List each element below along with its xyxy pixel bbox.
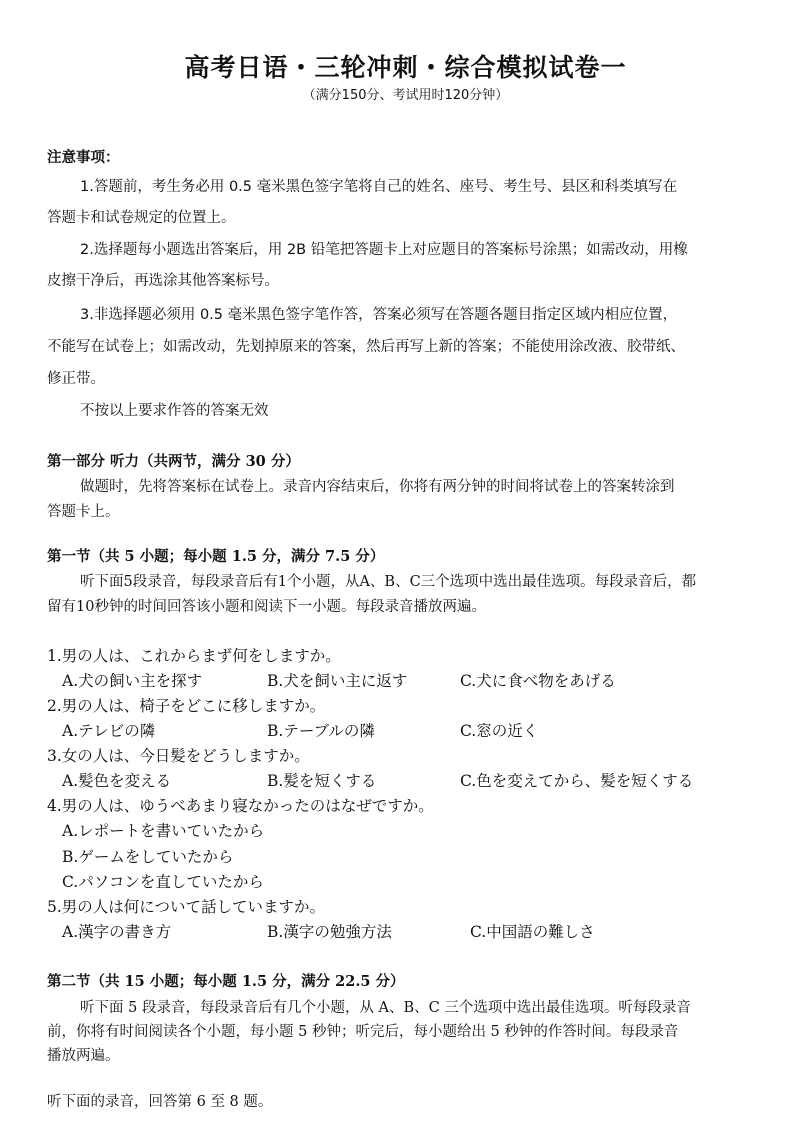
question-3-stem: 3.女の人は、今日髪をどうしますか。 (47, 747, 310, 765)
notice-item-3-line-2: 不能写在试卷上；如需改动，先划掉原来的答案，然后再写上新的答案；不能使用涂改液、胶带纸、 (47, 339, 685, 355)
section2-intro-line-3: 播放两遍。 (47, 1048, 120, 1064)
question-4-stem: 4.男の人は、ゆうべあまり寝なかったのはなぜですか。 (47, 797, 434, 815)
notice-item-3-line-3: 修正带。 (47, 371, 105, 387)
question-3-option-b: B.髪を短くする (267, 772, 377, 790)
question-1-option-a: A.犬の飼い主を探す (62, 672, 203, 690)
notice-heading: 注意事项： (47, 150, 120, 166)
question-3-option-c: C.色を変えてから、髪を短くする (460, 772, 694, 790)
question-1-stem: 1.男の人は、これからまず何をしますか。 (47, 647, 341, 665)
notice-item-1-line-1: 1.答题前，考生务必用 0.5 毫米黑色签字笔将自己的姓名、座号、考生号、县区和科类填写在 (80, 179, 678, 195)
question-2-option-b: B.テーブルの隣 (267, 722, 375, 740)
notice-footer: 不按以上要求作答的答案无效 (80, 403, 269, 419)
section2-heading: 第二节（共 15 小题；每小题 1.5 分，满分 22.5 分） (47, 973, 405, 990)
question-4-option-b: B.ゲームをしていたから (62, 848, 234, 866)
notice-item-2-line-2: 皮擦干净后，再选涂其他答案标号。 (47, 273, 279, 289)
question-1-option-b: B.犬を飼い主に返す (267, 672, 408, 690)
section2-intro-line-2: 前，你将有时间阅读各个小题，每小题 5 秒钟；听完后，每小题给出 5 秒钟的作答时间。每段录音 (47, 1024, 679, 1040)
section2-intro-line-1: 听下面 5 段录音，每段录音后有几个小题，从 A、B、C 三个选项中选出最佳选项。听每段录音 (80, 1000, 691, 1016)
section1-intro-line-1: 听下面5段录音，每段录音后有1个小题，从A、B、C三个选项中选出最佳选项。每段录音后，都 (80, 574, 697, 590)
section1-intro-line-2: 留有10秒钟的时间回答该小题和阅读下一小题。每段录音播放两遍。 (47, 599, 486, 615)
question-4-option-c: C.パソコンを直していたから (62, 873, 264, 891)
question-2-stem: 2.男の人は、椅子をどこに移しますか。 (47, 697, 326, 715)
notice-item-2-line-1: 2.选择题每小题选出答案后，用 2B 铅笔把答题卡上对应题目的答案标号涂黑；如需改动，用橡 (80, 242, 688, 258)
section2-instruction: 听下面的录音，回答第 6 至 8 题。 (47, 1094, 273, 1110)
notice-item-1-line-2: 答题卡和试卷规定的位置上。 (47, 210, 236, 226)
notice-item-3-line-1: 3.非选择题必须用 0.5 毫米黑色签字笔作答，答案必须写在答题各题目指定区域内相应位置， (80, 307, 678, 323)
question-5-option-b: B.漢字の勉強方法 (267, 923, 392, 941)
part1-heading: 第一部分 听力（共两节，满分 30 分） (47, 453, 300, 470)
question-1-option-c: C.犬に食べ物をあげる (460, 672, 616, 690)
exam-subtitle: （满分150分、考试用时120分钟） (302, 88, 509, 103)
question-4-option-a: A.レポートを書いていたから (62, 822, 265, 840)
question-3-option-a: A.髪色を変える (62, 772, 172, 790)
part1-intro-line-1: 做题时，先将答案标在试卷上。录音内容结束后，你将有两分钟的时间将试卷上的答案转涂到 (80, 479, 675, 495)
question-2-option-a: A.テレビの隣 (62, 722, 156, 740)
question-5-stem: 5.男の人は何について話していますか。 (47, 898, 325, 916)
part1-intro-line-2: 答题卡上。 (47, 504, 120, 520)
question-5-option-a: A.漢字の書き方 (62, 923, 172, 941)
exam-title: 高考日语・三轮冲刺・综合模拟试卷一 (184, 53, 627, 82)
question-2-option-c: C.窓の近く (460, 722, 539, 740)
question-5-option-c: C.中国語の難しさ (470, 923, 595, 941)
section1-heading: 第一节（共 5 小题；每小题 1.5 分，满分 7.5 分） (47, 548, 385, 565)
